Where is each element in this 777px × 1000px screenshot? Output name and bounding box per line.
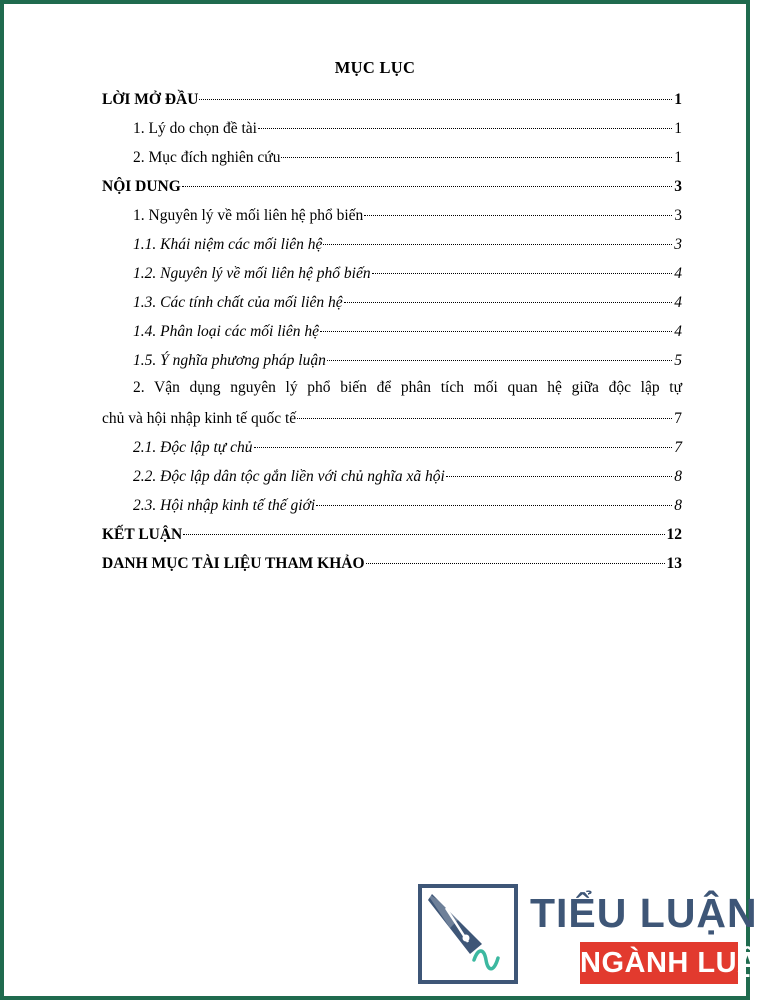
toc-page-number: 4 <box>674 293 682 311</box>
toc-entry-label: chủ và hội nhập kinh tế quốc tế <box>102 409 297 427</box>
toc-entry-1-5[interactable] <box>133 350 682 370</box>
toc-entry-2-1[interactable] <box>133 437 682 457</box>
toc-entry-label: 1.3. Các tính chất của mối liên hệ <box>133 293 343 311</box>
toc-entry-label: 2. Mục đích nghiên cứu <box>133 148 281 166</box>
toc-leader-dots <box>366 549 665 564</box>
toc-entry-muc-dich[interactable] <box>133 147 682 167</box>
toc-page-number: 7 <box>674 438 682 456</box>
toc-page-number: 3 <box>674 206 682 224</box>
toc-page-number: 1 <box>674 148 682 166</box>
toc-leader-dots <box>254 433 673 448</box>
toc-entry-label: 1. Nguyên lý về mối liên hệ phổ biến <box>133 206 364 224</box>
toc-leader-dots <box>281 143 672 158</box>
toc-page-number: 8 <box>674 467 682 485</box>
pen-nib-icon <box>418 884 518 984</box>
toc-page-number: 3 <box>674 177 682 195</box>
toc-entry-label: NỘI DUNG <box>102 177 181 195</box>
toc-entry-noi-dung[interactable] <box>102 176 682 196</box>
toc-leader-dots <box>327 346 672 361</box>
toc-page-number: 1 <box>674 90 682 108</box>
toc-entry-1-4[interactable] <box>133 321 682 341</box>
toc-leader-dots <box>446 462 672 477</box>
toc-entry-2-3[interactable] <box>133 495 682 515</box>
toc-leader-dots <box>258 114 672 129</box>
toc-leader-dots <box>364 201 672 216</box>
toc-leader-dots <box>323 230 672 245</box>
brand-logo <box>418 884 777 992</box>
toc-entry-ly-do[interactable] <box>133 118 682 138</box>
logo-text-bottom: NGÀNH LUẬT <box>580 942 738 984</box>
toc-entry-label: 2.3. Hội nhập kinh tế thế giới <box>133 496 316 514</box>
toc-leader-dots <box>199 85 672 100</box>
toc-entry-label: LỜI MỞ ĐẦU <box>102 90 199 108</box>
toc-entry-nguyen-ly[interactable] <box>133 205 682 225</box>
toc-leader-dots <box>320 317 672 332</box>
toc-entry-label: 2.1. Độc lập tự chủ <box>133 438 253 456</box>
toc-page-number: 4 <box>674 322 682 340</box>
toc-leader-dots <box>297 404 672 419</box>
toc-entry-label: KẾT LUẬN <box>102 525 183 543</box>
toc-page-number: 4 <box>674 264 682 282</box>
toc-page-number: 5 <box>674 351 682 369</box>
toc-entry-tai-lieu[interactable] <box>102 553 682 573</box>
toc-leader-dots <box>183 520 664 535</box>
toc-page-number: 3 <box>674 235 682 253</box>
toc-leader-dots <box>344 288 673 303</box>
toc-entry-1-1[interactable] <box>133 234 682 254</box>
toc-page-number: 13 <box>666 554 682 572</box>
toc-entry-2-2[interactable] <box>133 466 682 486</box>
toc-entry-label: 1.4. Phân loại các mối liên hệ <box>133 322 319 340</box>
toc-entry-1-3[interactable] <box>133 292 682 312</box>
toc-page-number: 1 <box>674 119 682 137</box>
toc-entry-label: 1. Lý do chọn đề tài <box>133 119 257 137</box>
toc-entry-loi-mo-dau[interactable] <box>102 89 682 109</box>
toc-leader-dots <box>182 172 672 187</box>
toc-page-number: 12 <box>666 525 682 543</box>
toc-entry-1-2[interactable] <box>133 263 682 283</box>
toc-entry-label: 2.2. Độc lập dân tộc gắn liền với chủ nghĩa xã hội <box>133 467 445 485</box>
toc-leader-dots <box>316 491 672 506</box>
page-title: MỤC LỤC <box>334 58 416 77</box>
toc-entry-van-dung-line1[interactable]: 2. Vận dụng nguyên lý phổ biến để phân tích mối quan hệ giữa độc lập tự <box>133 379 682 396</box>
toc-page-number: 7 <box>674 409 682 427</box>
toc-entry-label: DANH MỤC TÀI LIỆU THAM KHẢO <box>102 554 365 572</box>
toc-entry-ket-luan[interactable] <box>102 524 682 544</box>
toc-leader-dots <box>372 259 673 274</box>
logo-text-top: TIỂU LUẬN <box>530 890 758 936</box>
toc-entry-label: 1.1. Khái niệm các mối liên hệ <box>133 235 323 253</box>
toc-page-number: 8 <box>674 496 682 514</box>
toc-entry-van-dung[interactable] <box>102 408 682 428</box>
toc-entry-label: 1.5. Ý nghĩa phương pháp luận <box>133 351 326 369</box>
toc-entry-label: 1.2. Nguyên lý về mối liên hệ phổ biến <box>133 264 371 282</box>
